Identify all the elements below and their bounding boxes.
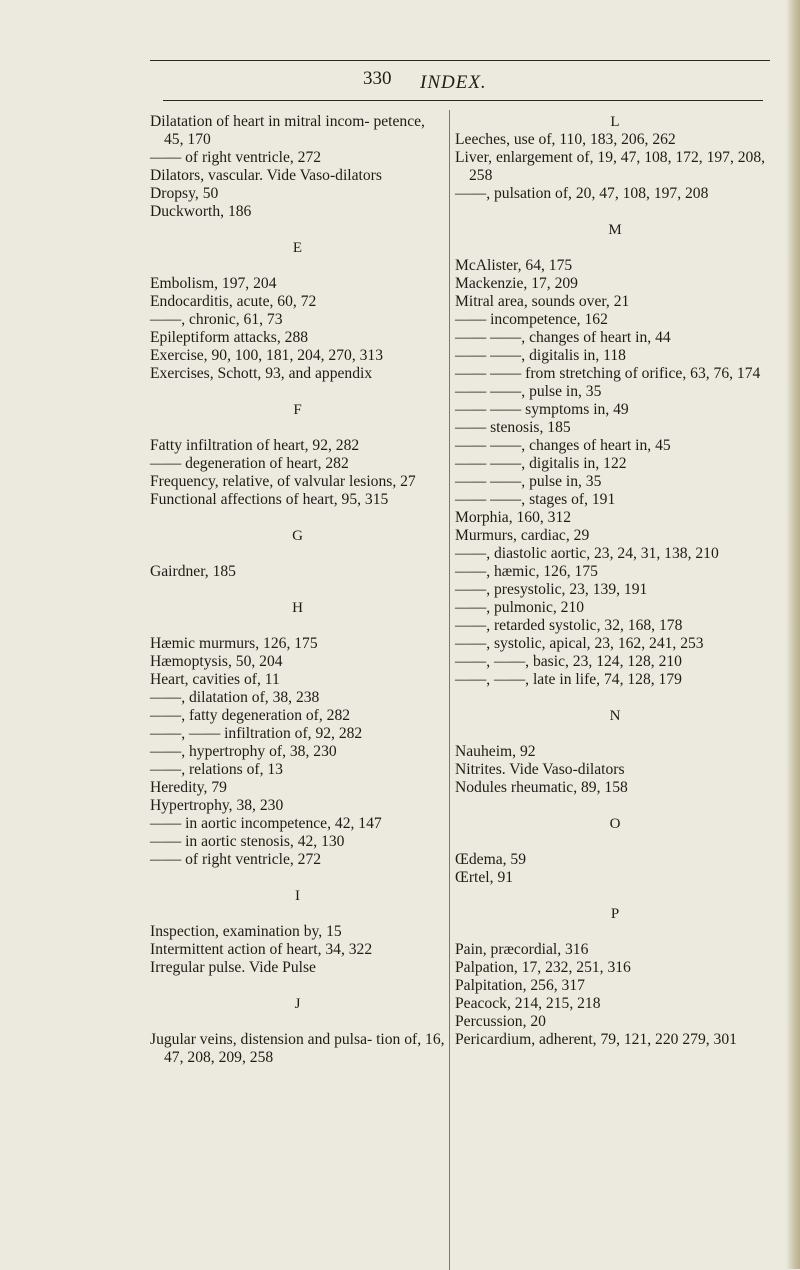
index-entry: Hæmic murmurs, 126, 175 [150, 635, 318, 652]
index-entry: Morphia, 160, 312 [455, 509, 572, 526]
index-entry: Nodules rheumatic, 89, 158 [455, 779, 628, 796]
section-letter: O [609, 816, 621, 832]
index-entry: ——, hæmic, 126, 175 [455, 563, 598, 580]
index-entry: ——, systolic, apical, 23, 162, 241, 253 [455, 635, 704, 652]
index-entry: Nitrites. Vide Vaso-dilators [455, 761, 625, 778]
index-entry: Mackenzie, 17, 209 [455, 275, 578, 292]
section-letter: L [610, 114, 620, 130]
index-entry: —— ——, pulse in, 35 [455, 473, 602, 490]
index-entry: ——, chronic, 61, 73 [150, 311, 283, 328]
index-entry: —— ——, stages of, 191 [455, 491, 616, 508]
section-letter: G [292, 528, 303, 544]
index-entry: ——, hypertrophy of, 38, 230 [150, 743, 337, 760]
index-entry: —— in aortic stenosis, 42, 130 [150, 833, 345, 850]
index-entry: Dilators, vascular. Vide Vaso-dilators [150, 167, 382, 184]
index-entry: —— ——, changes of heart in, 45 [455, 437, 671, 454]
index-entry: Pain, præcordial, 316 [455, 941, 589, 958]
index-entry: ——, —— infiltration of, 92, 282 [150, 725, 363, 742]
index-entry: —— of right ventricle, 272 [150, 149, 322, 166]
index-entry: ——, relations of, 13 [150, 761, 283, 778]
page-number: 330 [363, 68, 392, 89]
index-entry: ——, presystolic, 23, 139, 191 [455, 581, 648, 598]
section-letter: H [292, 600, 303, 616]
index-entry: Nauheim, 92 [455, 743, 536, 760]
index-entry: ——, fatty degeneration of, 282 [150, 707, 351, 724]
section-letter: J [294, 996, 301, 1012]
section-letter: E [292, 240, 303, 256]
index-entry: —— ——, changes of heart in, 44 [455, 329, 671, 346]
index-entry: Œrtel, 91 [455, 869, 514, 886]
index-entry: Epileptiform attacks, 288 [150, 329, 309, 346]
index-entry: Exercises, Schott, 93, and appendix [150, 365, 373, 382]
index-entry: Peacock, 214, 215, 218 [455, 995, 601, 1012]
index-entry: Mitral area, sounds over, 21 [455, 293, 630, 310]
section-letter: N [609, 708, 621, 724]
index-entry: Leeches, use of, 110, 183, 206, 262 [455, 131, 676, 148]
header-rule [163, 100, 763, 101]
index-entry: Dropsy, 50 [150, 185, 219, 202]
index-entry: —— of right ventricle, 272 [150, 851, 322, 868]
index-entry: ——, ——, late in life, 74, 128, 179 [455, 671, 682, 688]
index-entry: Liver, enlargement of, 19, 47, 108, 172, 197, 208, 258 [455, 149, 766, 184]
index-entry: ——, dilatation of, 38, 238 [150, 689, 320, 706]
section-letter: I [295, 888, 300, 904]
index-entry: ——, ——, basic, 23, 124, 128, 210 [455, 653, 682, 670]
index-entry: ——, retarded systolic, 32, 168, 178 [455, 617, 683, 634]
index-entry: Exercise, 90, 100, 181, 204, 270, 313 [150, 347, 384, 364]
index-entry: —— incompetence, 162 [455, 311, 608, 328]
index-entry: Duckworth, 186 [150, 203, 252, 220]
index-entry: —— ——, pulse in, 35 [455, 383, 602, 400]
index-entry: —— degeneration of heart, 282 [150, 455, 349, 472]
index-entry: —— ——, digitalis in, 122 [455, 455, 627, 472]
section-letter: P [610, 906, 620, 922]
index-entry: Œdema, 59 [455, 851, 527, 868]
index-entry: Inspection, examination by, 15 [150, 923, 342, 940]
index-entry: Pericardium, adherent, 79, 121, 220 279, 301 [455, 1031, 737, 1048]
index-entry: Functional affections of heart, 95, 315 [150, 491, 389, 508]
index-entry: Fatty infiltration of heart, 92, 282 [150, 437, 360, 454]
index-entry: Hypertrophy, 38, 230 [150, 797, 284, 814]
index-entry: Murmurs, cardiac, 29 [455, 527, 590, 544]
index-entry: ——, pulsation of, 20, 47, 108, 197, 208 [455, 185, 709, 202]
running-head: INDEX. [420, 72, 487, 93]
index-entry: McAlister, 64, 175 [455, 257, 573, 274]
section-letter: M [608, 222, 622, 238]
right-column [455, 113, 775, 1049]
index-entry: Jugular veins, distension and pulsa- tion of, 16, 47, 208, 209, 258 [150, 1031, 445, 1066]
index-entry: Percussion, 20 [455, 1013, 546, 1030]
index-entry: Palpitation, 256, 317 [455, 977, 585, 994]
left-column [150, 113, 445, 1067]
index-entry: Irregular pulse. Vide Pulse [150, 959, 316, 976]
index-entry: —— —— from stretching of orifice, 63, 76, 174 [455, 365, 761, 382]
top-rule [150, 60, 770, 61]
index-entry: ——, pulmonic, 210 [455, 599, 585, 616]
index-entry: Palpation, 17, 232, 251, 316 [455, 959, 631, 976]
index-entry: Embolism, 197, 204 [150, 275, 277, 292]
index-entry: —— in aortic incompetence, 42, 147 [150, 815, 382, 832]
index-entry: —— —— symptoms in, 49 [455, 401, 629, 418]
column-divider [449, 110, 450, 1270]
section-letter: F [293, 402, 302, 418]
index-entry: Intermittent action of heart, 34, 322 [150, 941, 373, 958]
index-entry: Endocarditis, acute, 60, 72 [150, 293, 317, 310]
index-entry: Heart, cavities of, 11 [150, 671, 280, 688]
index-entry: Gairdner, 185 [150, 563, 236, 580]
index-entry: Dilatation of heart in mitral incom- petence, 45, 170 [150, 113, 425, 148]
index-entry: ——, diastolic aortic, 23, 24, 31, 138, 210 [455, 545, 719, 562]
index-entry: —— ——, digitalis in, 118 [455, 347, 626, 364]
index-entry: Frequency, relative, of valvular lesions, 27 [150, 473, 416, 490]
index-entry: Heredity, 79 [150, 779, 227, 796]
index-entry: Hæmoptysis, 50, 204 [150, 653, 283, 670]
page-edge [786, 0, 800, 1269]
index-entry: —— stenosis, 185 [455, 419, 571, 436]
